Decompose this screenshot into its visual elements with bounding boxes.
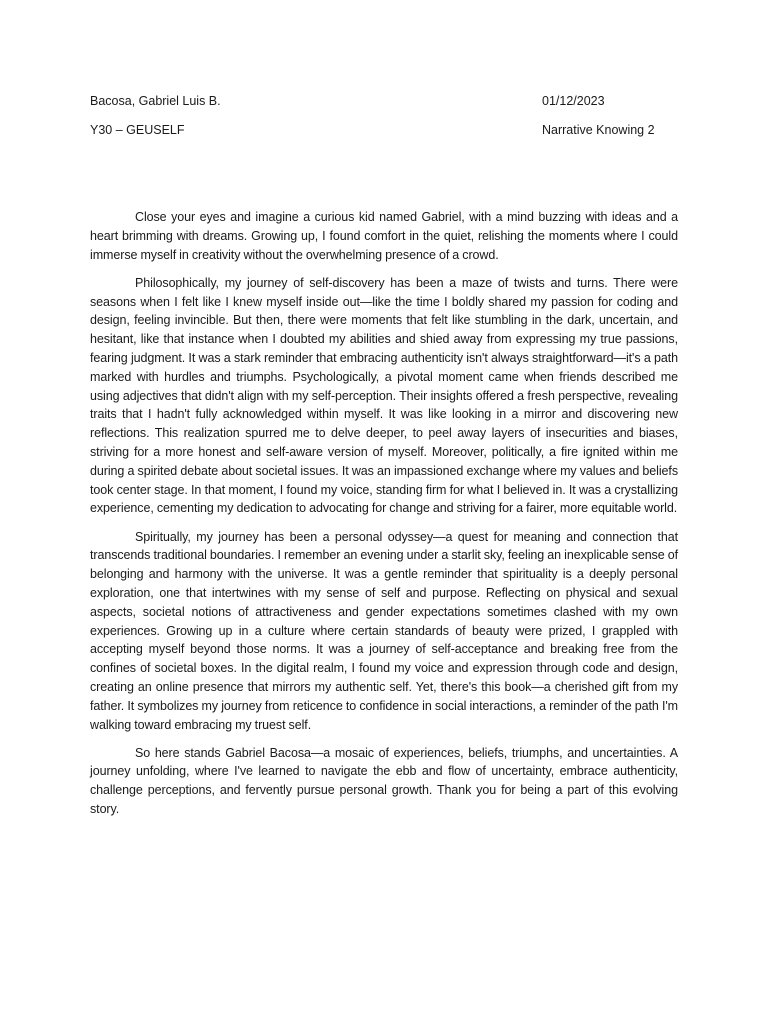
paragraph-conclusion: So here stands Gabriel Bacosa—a mosaic of experiences, beliefs, triumphs, and uncertainties. A journey unfolding, where I've learned to navigate the ebb and flow of uncertainty, embrace authenticity, challenge perceptions, and fervently pursue personal growth. Thank you for being a part of this evolving story.: [90, 745, 678, 817]
essay-body: [90, 208, 678, 828]
assignment-title: Narrative Knowing 2: [542, 123, 655, 137]
paragraph-spiritual: Spiritually, my journey has been a personal odyssey—a quest for meaning and connection that transcends traditional boundaries. I remember an evening under a starlit sky, feeling an inexplicable sense of belonging and harmony with the universe. It was a gentle reminder that spirituality is a deeply personal exploration, one that intertwines with my sense of self and purpose. Reflecting on physical and sexual aspects, societal notions of attractiveness and gender expectations sometimes clashed with my own experiences. Growing up in a culture where certain standards of beauty were prized, I grappled with accepting myself beyond those norms. It was a journey of self-acceptance and breaking free from the confines of societal boxes. In the digital realm, I found my voice and expression through code and design, creating an online presence that mirrors my authentic self. Yet, there's this book—a cherished gift from my father. It symbolizes my journey from reticence to confidence in social interactions, a reminder of the path I'm walking toward embracing my truest self.: [90, 529, 678, 732]
document-date: 01/12/2023: [542, 94, 605, 108]
paragraph-philosophical: Philosophically, my journey of self-discovery has been a maze of twists and turns. There were seasons when I felt like I knew myself inside out—like the time I boldly shared my passion for coding and design, feeling invincible. But then, there were moments that felt like stumbling in the dark, uncertain, and hesitant, like that instance when I doubted my abilities and shied away from expressing my true passions, fearing judgment. It was a stark reminder that embracing authenticity isn't always straightforward—it's a path marked with hurdles and triumphs. Psychologically, a pivotal moment came when friends described me using adjectives that didn't align with my self-perception. Their insights offered a fresh perspective, revealing traits that I hadn't fully acknowledged within myself. It was like looking in a mirror and discovering new reflections. This realization spurred me to delve deeper, to peel away layers of insecurities and biases, striving for a more honest and self-aware version of myself. Moreover, politically, a fire ignited within me during a spirited debate about societal issues. It was an impassioned exchange where my values and beliefs took center stage. In that moment, I found my voice, standing firm for what I believed in. It was a crystallizing experience, cementing my dedication to advocating for change and striving for a fairer, more equitable world.: [90, 275, 678, 516]
paragraph-intro: Close your eyes and imagine a curious kid named Gabriel, with a mind buzzing with ideas and a heart brimming with dreams. Growing up, I found comfort in the quiet, relishing the moments where I could immerse myself in creativity without the overwhelming presence of a crowd.: [90, 210, 678, 262]
course-code: Y30 – GEUSELF: [90, 123, 185, 137]
student-name: Bacosa, Gabriel Luis B.: [90, 94, 221, 108]
